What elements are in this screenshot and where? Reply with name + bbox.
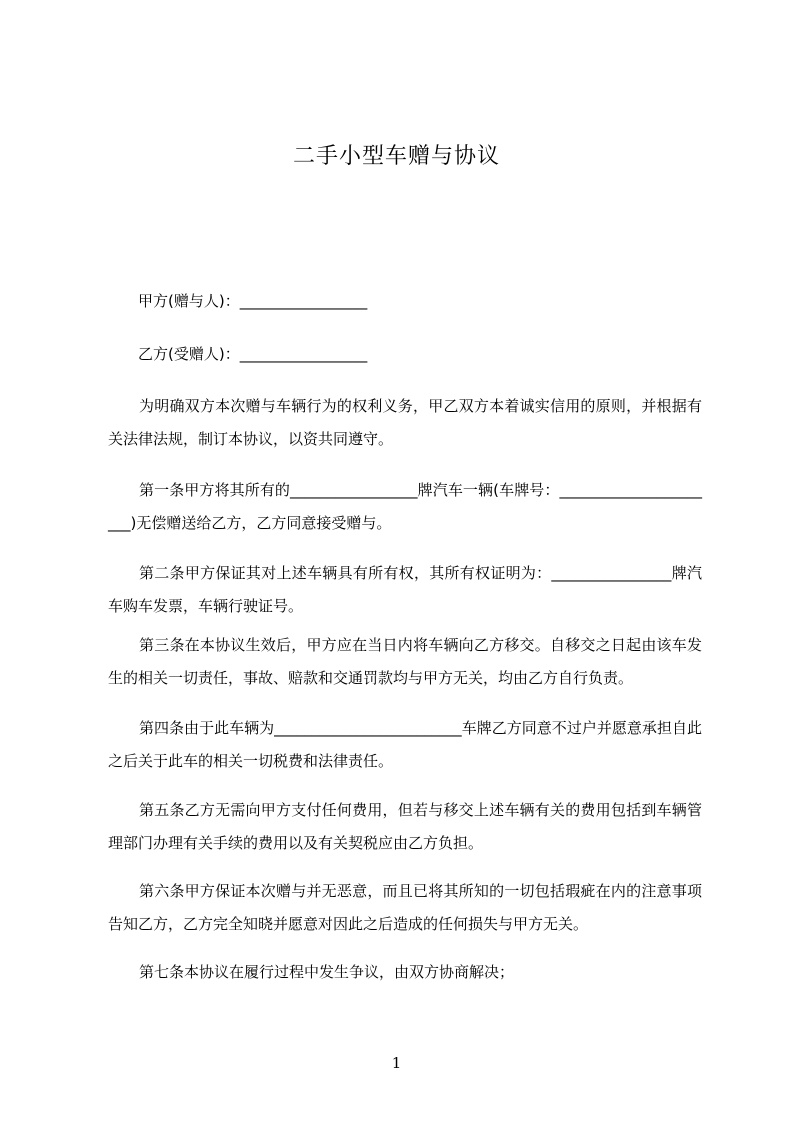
article-4: 第四条由于此车辆为_________________________车牌乙方同意不过户并愿意承担自此之后关于此车的相关一切税费和法律责任。 bbox=[108, 719, 702, 770]
page-number: 1 bbox=[391, 1054, 402, 1072]
party-a-line: 甲方(赠与人)：_________________ bbox=[138, 292, 368, 310]
article-3: 第三条在本协议生效后，甲方应在当日内将车辆向乙方移交。自移交之日起由该车发生的相关一切责任，事故、赔款和交通罚款均与甲方无关，均由乙方自行负责。 bbox=[108, 636, 702, 687]
preamble-paragraph: 为明确双方本次赠与车辆行为的权利义务，甲乙双方本着诚实信用的原则，并根据有关法律法规，制订本协议，以资共同遵守。 bbox=[108, 397, 702, 448]
document-title: 二手小型车赠与协议 bbox=[292, 144, 500, 169]
article-5: 第五条乙方无需向甲方支付任何费用，但若与移交上述车辆有关的费用包括到车辆管理部门办理有关手续的费用以及有关契税应由乙方负担。 bbox=[108, 801, 702, 852]
article-2: 第二条甲方保证其对上述车辆具有所有权，其所有权证明为：________________牌汽车购车发票，车辆行驶证号。 bbox=[108, 564, 702, 615]
article-6: 第六条甲方保证本次赠与并无恶意，而且已将其所知的一切包括瑕疵在内的注意事项告知乙方，乙方完全知晓并愿意对因此之后造成的任何损失与甲方无关。 bbox=[108, 882, 702, 933]
party-b-line: 乙方(受赠人)：_________________ bbox=[138, 345, 368, 363]
article-1: 第一条甲方将其所有的_________________牌汽车一辆(车牌号：______________________)无偿赠送给乙方，乙方同意接受赠与。 bbox=[108, 481, 702, 532]
article-7: 第七条本协议在履行过程中发生争议，由双方协商解决； bbox=[139, 963, 515, 981]
